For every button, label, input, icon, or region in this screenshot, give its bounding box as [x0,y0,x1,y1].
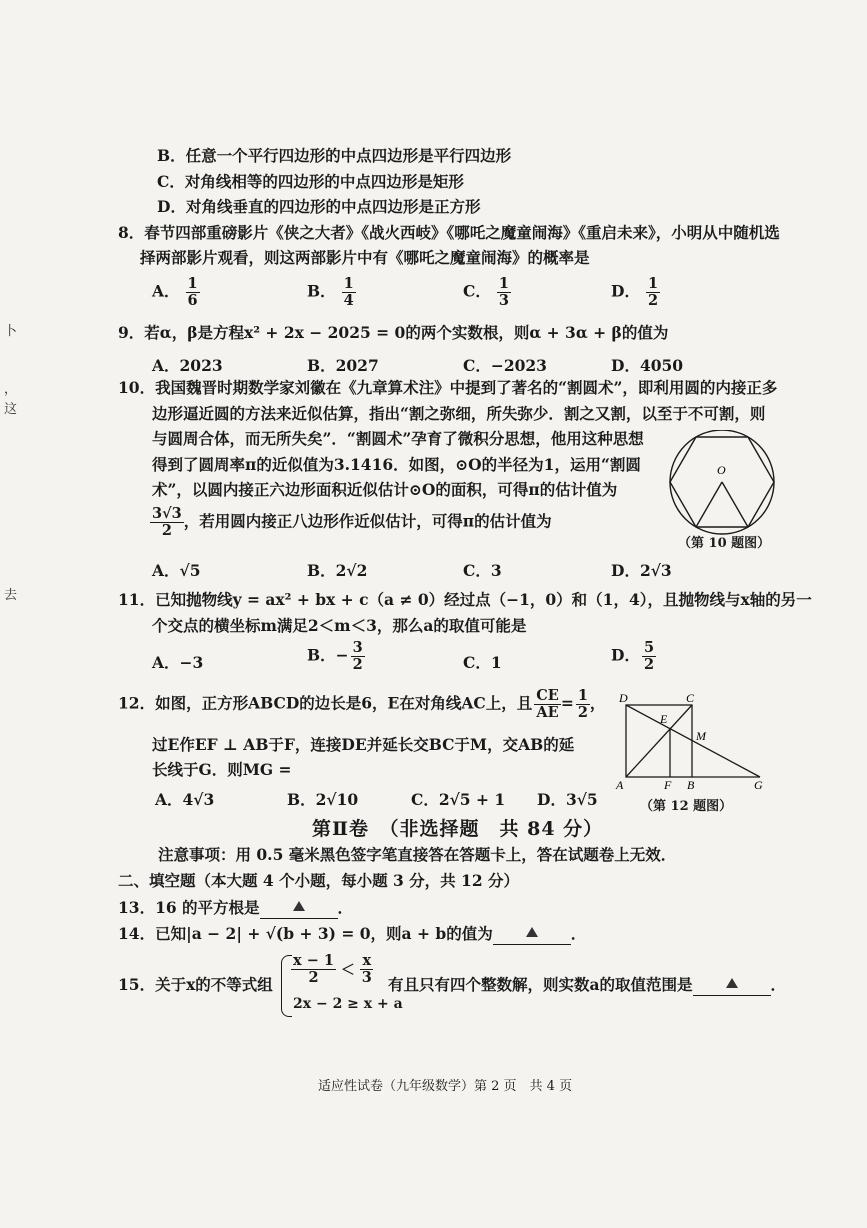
q10-stem-line5: 术”，以圆内接正六边形面积近似估计⊙O的面积，可得π的估计值为 [152,480,618,499]
answer-triangle-icon [526,927,538,937]
q14: 14．已知|a − 2| + √(b + 3) = 0，则a + b的值为 ． [118,924,587,943]
q12-stem-line3: 长线于G．则MG = [152,760,292,779]
q12-label-b: B [687,778,695,790]
q12-caption: （第 12 题图） [640,799,733,814]
q12-label-e: E [660,712,668,726]
q15-inequality-2: 2x − 2 ≥ x + a [293,996,403,1012]
answer-triangle-icon [726,978,738,988]
q12-diagonal-ac [626,705,692,777]
q11-stem-line2: 个交点的横坐标m满足2＜m＜3，那么a的取值可能是 [152,616,527,635]
q10-option-d: D．2√3 [611,561,672,580]
q7-option-d: D．对角线垂直的四边形的中点四边形是正方形 [157,197,481,216]
q12-label-f: F [664,778,672,790]
q12-label-a: A [616,778,624,790]
margin-mark-2: ， [4,382,18,397]
q8-stem-line2: 择两部影片观看，则这两部影片中有《哪吒之魔童闹海》的概率是 [140,248,590,267]
q14-answer-blank [493,924,571,945]
q10-stem-line4: 得到了圆周率π的近似值为3.1416．如图，⊙O的半径为1，运用“割圆 [152,455,641,474]
q10-stem-line2: 边形逼近圆的方法来近似估算，指出“割之弥细，所失弥少．割之又割，以至于不可割，则 [152,404,766,423]
q12-label-m: M [696,729,706,743]
q12-label-c: C [686,691,695,705]
q10-radius-right [722,482,748,527]
q10-stem-line1: 10．我国魏晋时期数学家刘徽在《九章算术注》中提到了著名的“割圆术”，即利用圆的内接正多 [118,378,778,397]
q10-point-o: O [717,463,726,477]
q15-inequality-1: $\frac{x - 1}{2}$ ＜ $\frac{x}{3}$ [293,952,372,986]
q9-option-d: D．4050 [611,356,684,375]
q9-stem: 9．若α，β是方程x² + 2x − 2025 = 0的两个实数根，则α + 3α + β的值为 [118,323,669,342]
q8-option-b: B． $\frac{1}{4}$ [307,275,354,309]
q12-stem-line1: 12．如图，正方形ABCD的边长是6，E在对角线AC上，且 $\frac{CE}{AE}$ = $\frac{1}{2}$ ， [118,687,606,721]
margin-mark-3: 这 [4,402,18,417]
q12-option-a: A．4√3 [155,790,215,809]
q13-answer-blank [260,898,338,919]
section2-notice: 注意事项：用 0.5 毫米黑色签字笔直接答在答题卡上，答在试题卷上无效． [158,845,677,864]
section2-title: 第Ⅱ卷 （非选择题 共 84 分） [312,818,604,840]
q12-line-dg [626,705,760,777]
q9-option-b: B．2027 [307,356,379,375]
q7-option-c: C．对角线相等的四边形的中点四边形是矩形 [157,172,464,191]
q8-option-c: C． $\frac{1}{3}$ [463,275,509,309]
q10-option-a: A．√5 [152,561,201,580]
q9-option-c: C．−2023 [463,356,547,375]
margin-mark-4: 去 [4,588,18,603]
q12-stem-line2: 过E作EF ⊥ AB于F，连接DE并延长交BC于M，交AB的延 [152,735,575,754]
q10-radius-left [696,482,722,527]
q12-label-g: G [754,778,763,790]
q12-option-d: D．3√5 [537,790,598,809]
q7-option-b: B．任意一个平行四边形的中点四边形是平行四边形 [157,146,512,165]
q11-option-b: B．− $\frac{3}{2}$ [307,639,363,673]
q13: 13．16 的平方根是 ． [118,898,354,917]
q12-option-c: C．2√5 + 1 [411,790,506,809]
section2-heading: 二、填空题（本大题 4 个小题，每小题 3 分，共 12 分） [118,871,520,890]
q10-stem-line6: $\frac{3√3}{2}$ ，若用圆内接正八边形作近似估计，可得π的估计值为 [152,505,552,539]
q11-option-c: C．1 [463,653,502,672]
q15-prefix: 15．关于x的不等式组 [118,975,273,994]
q10-option-c: C．3 [463,561,502,580]
q8-option-a: A． $\frac{1}{6}$ [152,275,198,309]
q8-option-d: D． $\frac{1}{2}$ [611,275,659,309]
q11-stem-line1: 11．已知抛物线y = ax² + bx + c（a ≠ 0）经过点（−1，0）和（1，4），且抛物线与x轴的另一 [118,590,812,609]
margin-mark-1: 卜 [4,324,18,339]
q15-answer-blank [693,975,771,996]
answer-triangle-icon [293,901,305,911]
q11-option-d: D． $\frac{5}{2}$ [611,639,655,673]
q10-option-b: B．2√2 [307,561,368,580]
q9-option-a: A．2023 [152,356,223,375]
q10-caption: （第 10 题图） [678,536,771,551]
q10-figure [662,430,792,540]
q11-option-a: A．−3 [152,653,204,672]
q12-option-b: B．2√10 [287,790,359,809]
q12-figure [614,690,774,790]
q15-suffix: 有且只有四个整数解，则实数a的取值范围是 ． [388,975,787,994]
q10-stem-line3: 与圆周合体，而无所失矣”．“割圆术”孕育了微积分思想，他用这种思想 [152,429,644,448]
q8-stem-line1: 8．春节四部重磅影片《侠之大者》《战火西岐》《哪吒之魔童闹海》《重启未来》，小明从中随机选 [118,223,780,242]
q12-label-d: D [619,691,628,705]
page-footer: 适应性试卷（九年级数学）第 2 页 共 4 页 [318,1079,573,1094]
